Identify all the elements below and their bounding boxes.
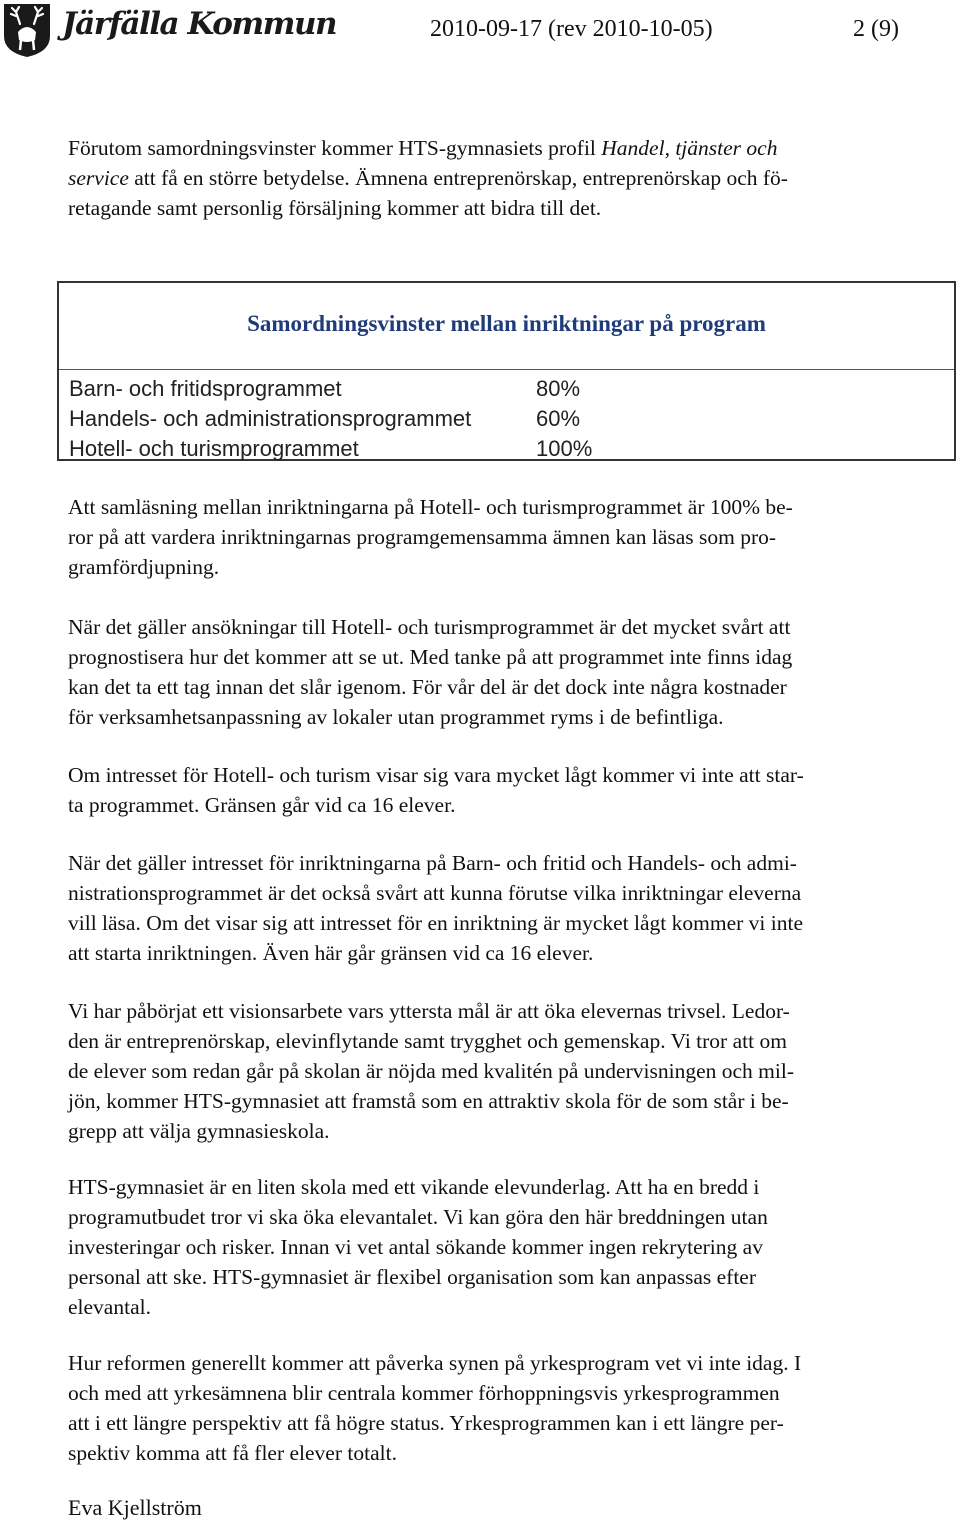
- paragraph-visionsarbete: [68, 996, 930, 1146]
- text-line: retagande samt personlig försäljning kommer att bidra till det.: [68, 196, 602, 220]
- paragraph-ansokningar: [68, 612, 930, 732]
- synergy-table: [57, 281, 956, 461]
- program-name: Barn- och fritidsprogrammet: [69, 376, 342, 401]
- table-title: Samordningsvinster mellan inriktningar på program: [247, 311, 766, 336]
- program-name: Handels- och administrationsprogrammet: [69, 406, 472, 431]
- text-line: jön, kommer HTS-gymnasiet att framstå som en attraktiv skola för de som står i be-: [68, 1089, 789, 1113]
- text-line: Förutom samordningsvinster kommer HTS-gymnasiets profil Handel, tjänster och: [68, 136, 778, 160]
- paragraph-reformen: [68, 1348, 930, 1468]
- text-line: att i ett längre perspektiv att få högre status. Yrkesprogrammen kan i ett längre per-: [68, 1411, 784, 1435]
- paragraph-liten-skola: [68, 1172, 930, 1322]
- text-line: den är entreprenörskap, elevinflytande samt trygghet och gemenskap. Vi tror att om: [68, 1029, 787, 1053]
- text-line: prognostisera hur det kommer att se ut. Med tanke på att programmet inte finns idag: [68, 645, 793, 669]
- table-row: [69, 434, 593, 464]
- text-line: för verksamhetsanpassning av lokaler utan programmet ryms i de befintliga.: [68, 705, 724, 729]
- text-line: Hur reformen generellt kommer att påverka synen på yrkesprogram vet vi inte idag. I: [68, 1351, 802, 1375]
- text-line: programutbudet tror vi ska öka elevantalet. Vi kan göra den här breddningen utan: [68, 1205, 768, 1229]
- intro-paragraph: [68, 133, 930, 223]
- paragraph-samlasning: [68, 492, 930, 582]
- program-name: Hotell- och turismprogrammet: [69, 436, 359, 461]
- table-row: [69, 404, 581, 434]
- text-line: grepp att välja gymnasieskola.: [68, 1119, 330, 1143]
- text-line: service att få en större betydelse. Ämnena entreprenörskap, entreprenörskap och fö-: [68, 166, 788, 190]
- page-number: 2 (9): [853, 16, 899, 42]
- text-line: Att samläsning mellan inriktningarna på Hotell- och turismprogrammet är 100% be-: [68, 495, 793, 519]
- text-line: nistrationsprogrammet är det också svårt att kunna förutse vilka inriktningar eleverna: [68, 881, 802, 905]
- text-line: När det gäller ansökningar till Hotell- och turismprogrammet är det mycket svårt att: [68, 615, 791, 639]
- text-line: ta programmet. Gränsen går vid ca 16 elever.: [68, 793, 456, 817]
- text-line: ror på att vardera inriktningarnas programgemensamma ämnen kan läsas som pro-: [68, 525, 777, 549]
- paragraph-intresse-inriktningar: [68, 848, 930, 968]
- text-line: spektiv komma att få fler elever totalt.: [68, 1441, 397, 1465]
- text-line: Vi har påbörjat ett visionsarbete vars yttersta mål är att öka elevernas trivsel. Ledor-: [68, 999, 790, 1023]
- text-line: personal att ske. HTS-gymnasiet är flexibel organisation som kan anpassas efter: [68, 1265, 757, 1289]
- text-line: vill läsa. Om det visar sig att intresset för en inriktning är mycket lågt kommer vi inte: [68, 911, 804, 935]
- paragraph-intresse-hotell: [68, 760, 930, 820]
- text-line: Om intresset för Hotell- och turism visar sig vara mycket lågt kommer vi inte att star-: [68, 763, 804, 787]
- org-logo-text: Järfälla Kommun: [62, 6, 337, 42]
- table-row: [69, 374, 581, 404]
- text-line: HTS-gymnasiet är en liten skola med ett vikande elevunderlag. Att ha en bredd i: [68, 1175, 760, 1199]
- reindeer-emblem-icon: [2, 2, 52, 58]
- text-line: de elever som redan går på skolan är nöjda med kvalitén på undervisningen och mil-: [68, 1059, 794, 1083]
- text-line: elevantal.: [68, 1295, 151, 1319]
- table-divider: [59, 369, 954, 370]
- text-line: investeringar och risker. Innan vi vet antal sökande kommer ingen rekrytering av: [68, 1235, 763, 1259]
- synergy-value: 100%: [536, 436, 593, 461]
- synergy-value: 60%: [536, 406, 581, 431]
- text-line: kan det ta ett tag innan det slår igenom. För vår del är det dock inte några kostnader: [68, 675, 787, 699]
- text-line: och med att yrkesämnena blir centrala kommer förhoppningsvis yrkesprogrammen: [68, 1381, 780, 1405]
- signature: Eva Kjellström: [68, 1495, 202, 1520]
- text-line: När det gäller intresset för inriktningarna på Barn- och fritid och Handels- och admi-: [68, 851, 797, 875]
- document-date: 2010-09-17 (rev 2010-10-05): [430, 16, 713, 42]
- synergy-value: 80%: [536, 376, 581, 401]
- text-line: gramfördjupning.: [68, 555, 220, 579]
- text-line: att starta inriktningen. Även här går gränsen vid ca 16 elever.: [68, 941, 594, 965]
